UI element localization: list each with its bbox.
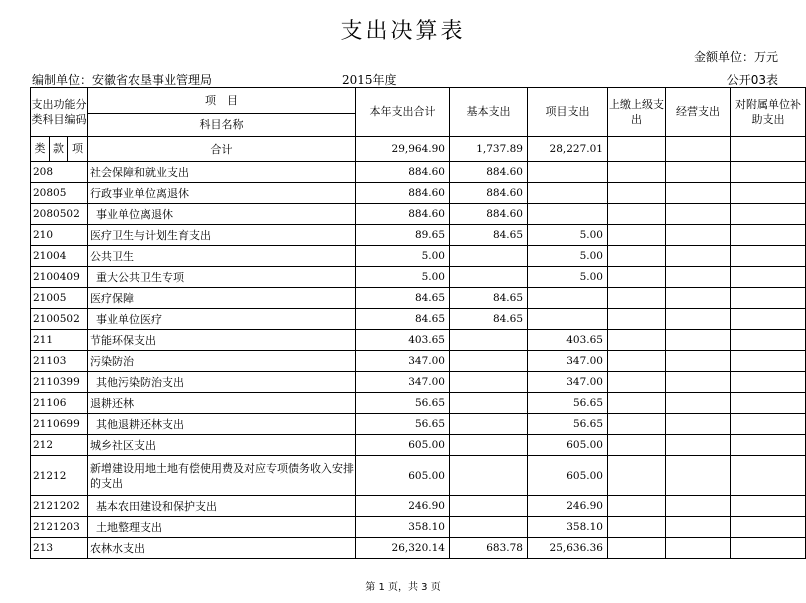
table-row [31,288,806,309]
row-name: 基本农田建设和保护支出 [88,496,356,517]
row-name: 城乡社区支出 [88,435,356,456]
row-code: 20805 [31,183,88,204]
row-name: 事业单位医疗 [88,309,356,330]
row-project-exp: 403.65 [528,330,608,351]
row-project-exp: 605.00 [528,456,608,496]
row-basic-exp [450,496,528,517]
row-subsidy-exp [731,246,806,267]
row-name: 医疗卫生与计划生育支出 [88,225,356,246]
row-business-exp [666,372,731,393]
table-row [31,517,806,538]
table-row [31,330,806,351]
row-total-exp: 403.65 [356,330,450,351]
header-business-exp: 经营支出 [666,88,731,137]
row-code: 2121202 [31,496,88,517]
total-label: 合计 [88,137,356,162]
row-code: 213 [31,538,88,559]
expenditure-table [30,87,806,559]
amount-unit-label: 金额单位：万元 [693,50,778,64]
row-basic-exp: 884.60 [450,204,528,225]
header-project-exp: 项目支出 [528,88,608,137]
row-basic-exp: 84.65 [450,225,528,246]
row-project-exp [528,204,608,225]
row-basic-exp: 84.65 [450,288,528,309]
row-basic-exp [450,517,528,538]
row-business-exp [666,288,731,309]
row-code: 211 [31,330,88,351]
row-business-exp [666,351,731,372]
row-business-exp [666,267,731,288]
row-subsidy-exp [731,204,806,225]
table-row [31,435,806,456]
header-kuan: 款 [50,137,68,162]
row-code: 2121203 [31,517,88,538]
row-project-exp [528,162,608,183]
row-project-exp: 25,636.36 [528,538,608,559]
row-project-exp: 56.65 [528,393,608,414]
row-business-exp [666,393,731,414]
row-upper-pay [608,183,666,204]
header-subsidy-exp: 对附属单位补助支出 [731,88,806,137]
fiscal-year-label: 2015年度 [342,73,397,87]
row-total-exp: 89.65 [356,225,450,246]
page-footer: 第 1 页，共 3 页 [365,582,441,593]
total-total-exp: 29,964.90 [356,137,450,162]
row-name: 其他污染防治支出 [88,372,356,393]
row-project-exp: 56.65 [528,414,608,435]
row-business-exp [666,414,731,435]
header-lei: 类 [31,137,50,162]
row-basic-exp [450,456,528,496]
header-item: 项 目 [88,88,356,114]
row-subsidy-exp [731,372,806,393]
row-code: 2110399 [31,372,88,393]
header-func-code: 支出功能分类科目编码 [31,88,88,137]
row-upper-pay [608,246,666,267]
row-upper-pay [608,351,666,372]
row-subsidy-exp [731,456,806,496]
header-basic-exp: 基本支出 [450,88,528,137]
row-name: 污染防治 [88,351,356,372]
row-code: 21106 [31,393,88,414]
row-subsidy-exp [731,435,806,456]
table-row [31,225,806,246]
row-project-exp: 5.00 [528,267,608,288]
row-total-exp: 605.00 [356,435,450,456]
row-code: 2080502 [31,204,88,225]
row-project-exp [528,288,608,309]
row-code: 21004 [31,246,88,267]
row-subsidy-exp [731,393,806,414]
row-total-exp: 246.90 [356,496,450,517]
row-project-exp: 347.00 [528,372,608,393]
row-subsidy-exp [731,225,806,246]
row-subsidy-exp [731,288,806,309]
row-upper-pay [608,330,666,351]
table-row [31,246,806,267]
row-business-exp [666,330,731,351]
table-row [31,267,806,288]
total-business-exp [666,137,731,162]
row-name: 土地整理支出 [88,517,356,538]
row-subsidy-exp [731,351,806,372]
total-project-exp: 28,227.01 [528,137,608,162]
row-name: 社会保障和就业支出 [88,162,356,183]
row-business-exp [666,538,731,559]
row-business-exp [666,435,731,456]
row-basic-exp [450,393,528,414]
row-business-exp [666,456,731,496]
table-row [31,351,806,372]
row-total-exp: 56.65 [356,414,450,435]
row-code: 21103 [31,351,88,372]
row-upper-pay [608,393,666,414]
row-name: 行政事业单位离退休 [88,183,356,204]
header-upper-pay: 上缴上级支出 [608,88,666,137]
row-basic-exp [450,372,528,393]
row-total-exp: 347.00 [356,351,450,372]
header-xiang: 项 [68,137,88,162]
row-basic-exp [450,330,528,351]
row-upper-pay [608,309,666,330]
row-code: 2100502 [31,309,88,330]
row-subsidy-exp [731,162,806,183]
row-name: 其他退耕还林支出 [88,414,356,435]
row-basic-exp: 683.78 [450,538,528,559]
row-subsidy-exp [731,496,806,517]
table-row [31,496,806,517]
row-total-exp: 56.65 [356,393,450,414]
row-project-exp: 347.00 [528,351,608,372]
row-name: 农林水支出 [88,538,356,559]
row-basic-exp: 884.60 [450,183,528,204]
row-business-exp [666,517,731,538]
row-upper-pay [608,267,666,288]
row-code: 2110699 [31,414,88,435]
row-business-exp [666,204,731,225]
row-total-exp: 347.00 [356,372,450,393]
row-basic-exp: 84.65 [450,309,528,330]
row-basic-exp [450,246,528,267]
row-upper-pay [608,435,666,456]
row-subsidy-exp [731,517,806,538]
row-project-exp: 246.90 [528,496,608,517]
row-total-exp: 605.00 [356,456,450,496]
row-total-exp: 84.65 [356,288,450,309]
row-name: 重大公共卫生专项 [88,267,356,288]
header-total-exp: 本年支出合计 [356,88,450,137]
row-upper-pay [608,162,666,183]
row-business-exp [666,309,731,330]
row-basic-exp [450,435,528,456]
row-upper-pay [608,456,666,496]
row-total-exp: 358.10 [356,517,450,538]
row-upper-pay [608,496,666,517]
organization-label: 编制单位：安徽省农垦事业管理局 [32,73,213,87]
row-project-exp: 358.10 [528,517,608,538]
row-project-exp [528,309,608,330]
row-name: 退耕还林 [88,393,356,414]
row-name: 事业单位离退休 [88,204,356,225]
row-upper-pay [608,517,666,538]
row-total-exp: 884.60 [356,183,450,204]
row-total-exp: 5.00 [356,267,450,288]
row-business-exp [666,496,731,517]
row-business-exp [666,162,731,183]
table-row [31,414,806,435]
row-project-exp: 605.00 [528,435,608,456]
total-basic-exp: 1,737.89 [450,137,528,162]
row-name: 节能环保支出 [88,330,356,351]
row-code: 212 [31,435,88,456]
row-code: 2100409 [31,267,88,288]
row-project-exp: 5.00 [528,246,608,267]
header-item-name: 科目名称 [88,114,356,137]
row-total-exp: 26,320.14 [356,538,450,559]
row-upper-pay [608,225,666,246]
total-subsidy-exp [731,137,806,162]
row-business-exp [666,183,731,204]
form-code-label: 公开03表 [726,73,778,87]
row-subsidy-exp [731,183,806,204]
row-upper-pay [608,372,666,393]
table-row [31,204,806,225]
row-code: 21212 [31,456,88,496]
row-subsidy-exp [731,414,806,435]
table-row [31,456,806,496]
row-project-exp: 5.00 [528,225,608,246]
row-subsidy-exp [731,267,806,288]
row-code: 208 [31,162,88,183]
row-subsidy-exp [731,309,806,330]
row-total-exp: 84.65 [356,309,450,330]
table-row [31,538,806,559]
table-row [31,162,806,183]
row-subsidy-exp [731,330,806,351]
row-business-exp [666,225,731,246]
row-name: 医疗保障 [88,288,356,309]
row-name: 公共卫生 [88,246,356,267]
row-upper-pay [608,204,666,225]
row-business-exp [666,246,731,267]
row-project-exp [528,183,608,204]
row-subsidy-exp [731,538,806,559]
row-basic-exp [450,414,528,435]
row-code: 210 [31,225,88,246]
row-upper-pay [608,538,666,559]
row-basic-exp: 884.60 [450,162,528,183]
table-row [31,372,806,393]
row-total-exp: 884.60 [356,204,450,225]
row-upper-pay [608,414,666,435]
row-total-exp: 5.00 [356,246,450,267]
table-row [31,309,806,330]
table-row [31,183,806,204]
row-total-exp: 884.60 [356,162,450,183]
page-title: 支出决算表 [340,19,466,44]
table-row [31,393,806,414]
row-code: 21005 [31,288,88,309]
row-upper-pay [608,288,666,309]
row-basic-exp [450,351,528,372]
total-upper-pay [608,137,666,162]
row-name: 新增建设用地土地有偿使用费及对应专项债务收入安排的支出 [88,456,356,496]
row-basic-exp [450,267,528,288]
